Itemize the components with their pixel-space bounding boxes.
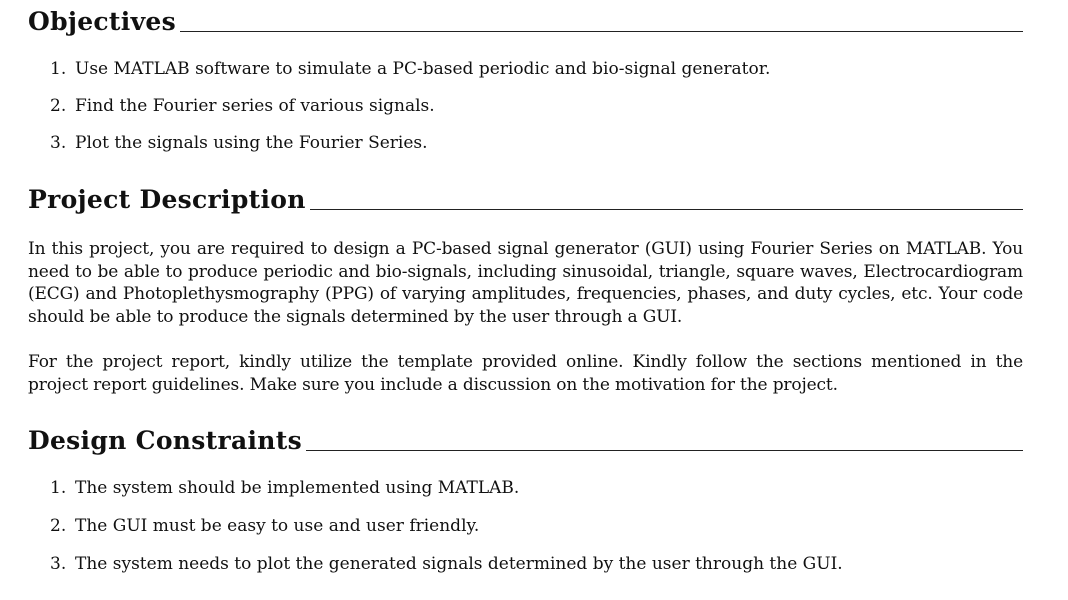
section-title: Objectives [28,7,176,36]
section-title: Design Constraints [28,426,302,455]
paragraph: For the project report, kindly utilize the template provided online. Kindly follow the sections mentioned in the project report guidelines. Make sure you include a discussion on the motivation for the project. [28,352,1023,395]
item-number: 3. [50,554,67,574]
item-text: The GUI must be easy to use and user friendly. [75,516,480,536]
item-number: 1. [50,478,67,498]
objectives-list [28,58,1023,154]
item-number: 3. [50,133,67,153]
item-text: Plot the signals using the Fourier Series. [75,133,428,153]
item-number: 2. [50,96,67,116]
section-heading-design-constraints [28,421,1023,457]
list-item [50,132,1023,154]
list-item [50,553,1023,575]
document-page [28,0,1023,575]
heading-rule [310,209,1023,210]
section-heading-project-description [28,180,1023,216]
list-item [50,58,1023,80]
list-item [50,515,1023,537]
item-text: The system should be implemented using MATLAB. [75,478,520,498]
item-number: 1. [50,59,67,79]
item-number: 2. [50,516,67,536]
list-item [50,95,1023,117]
paragraph: In this project, you are required to design a PC-based signal generator (GUI) using Fourier Series on MATLAB. You need to be able to produce periodic and bio-signals, including sinusoidal, triangle, square waves, Electrocardiogram (ECG) and Photoplethysmography (PPG) of varying amplitudes, frequencies, phases, and duty cycles, etc. Your code should be able to produce the signals determined by the user through a GUI. [28,239,1023,327]
section-heading-objectives [28,2,1023,38]
item-text: Use MATLAB software to simulate a PC-based periodic and bio-signal generator. [75,59,771,79]
list-item [50,477,1023,499]
heading-rule [180,31,1023,32]
design-constraints-list [28,477,1023,575]
heading-rule [306,450,1023,451]
item-text: Find the Fourier series of various signals. [75,96,435,116]
section-title: Project Description [28,185,306,214]
item-text: The system needs to plot the generated signals determined by the user through the GUI. [75,554,843,574]
